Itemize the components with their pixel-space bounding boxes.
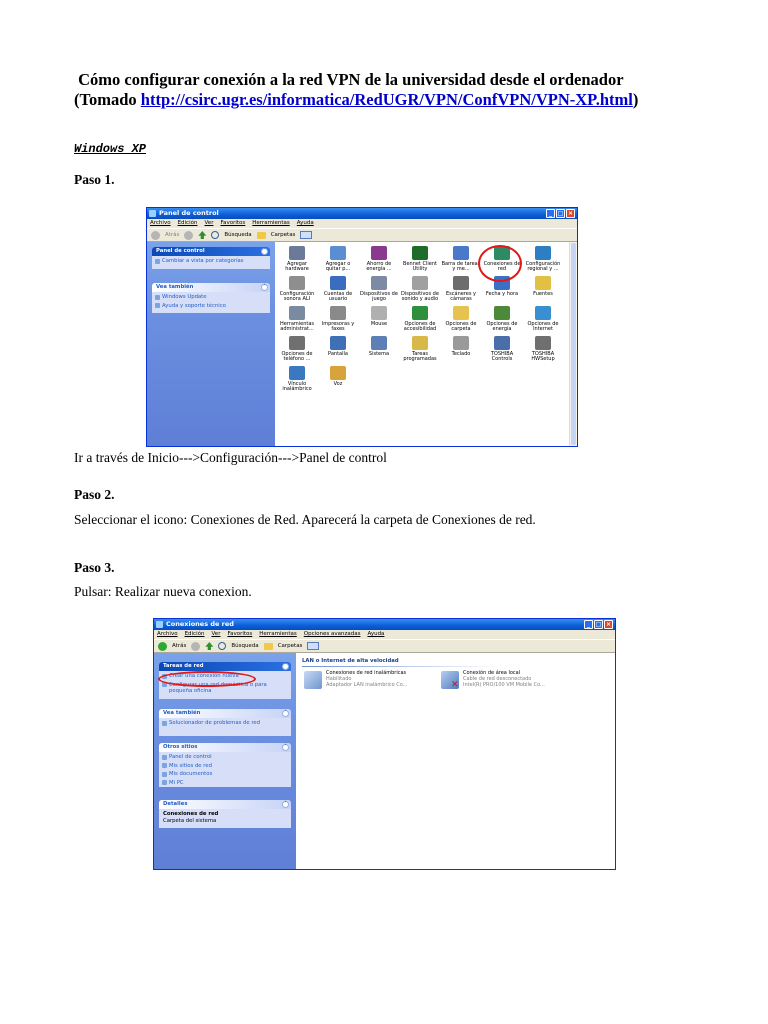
step2-text: Seleccionar el icono: Conexiones de Red. Aparecerá la carpeta de Conexiones de red. [74, 512, 536, 527]
control-panel-item[interactable] [400, 276, 440, 303]
title-source-prefix: (Tomado [74, 90, 141, 109]
control-panel-item[interactable] [318, 306, 358, 333]
control-panel-item-label: Sistema [368, 351, 390, 357]
control-panel-icon [149, 210, 156, 217]
control-panel-item-icon [289, 306, 305, 320]
toolbar [154, 639, 615, 653]
search-icon[interactable] [218, 642, 226, 650]
views-icon[interactable] [300, 231, 312, 239]
step1-label: Paso 1. [74, 172, 115, 187]
folders-icon[interactable] [264, 643, 273, 650]
title-source-suffix: ) [632, 90, 639, 109]
control-panel-item[interactable] [523, 336, 563, 363]
control-panel-item-icon [330, 306, 346, 320]
control-panel-item-label: Opciones de Internet [527, 321, 559, 333]
control-panel-item[interactable] [359, 336, 399, 357]
panel-header [159, 743, 291, 752]
task-pane [154, 653, 296, 869]
panel-header [152, 247, 270, 256]
control-panel-item-label: Dispositivos de sonido y audio [401, 291, 439, 303]
highlight-circle [478, 245, 522, 282]
step3-label: Paso 3. [74, 560, 115, 575]
menu-edicion[interactable]: Edición [184, 631, 205, 637]
collapse-icon[interactable]: ˄ [282, 744, 289, 751]
control-panel-item[interactable] [400, 336, 440, 363]
control-panel-item-label: Opciones de teléfono ... [281, 351, 313, 363]
title-line: Cómo configurar conexión a la red VPN de la universidad desde el ordenador [78, 70, 624, 89]
control-panel-label[interactable]: Panel de control [169, 754, 212, 760]
collapse-icon[interactable]: ˄ [282, 710, 289, 717]
control-panel-item-label: Configuración sonora ALI [279, 291, 315, 303]
control-panel-item-icon [453, 306, 469, 320]
my-pc-link[interactable] [159, 778, 291, 787]
control-panel-item-label: Herramientas administrat... [279, 321, 315, 333]
control-panel-item-label: Configuración regional y ... [525, 261, 561, 273]
home-network-label[interactable]: Configurar una red doméstica o para pequeña oficina [169, 681, 267, 694]
wireless-network-icon [304, 671, 322, 689]
control-panel-item[interactable] [523, 306, 563, 333]
search-label[interactable]: Búsqueda [224, 232, 252, 238]
control-panel-item-label: Mouse [370, 321, 388, 327]
control-panel-item-label: Agregar hardware [285, 261, 309, 273]
collapse-icon[interactable]: ˄ [282, 801, 289, 808]
document-title [74, 70, 714, 110]
control-panel-item[interactable] [277, 306, 317, 333]
menu-favoritos[interactable]: Favoritos [220, 220, 246, 226]
control-panel-item-icon [535, 276, 551, 290]
my-documents-link[interactable] [159, 769, 291, 778]
control-panel-item-icon [330, 336, 346, 350]
network-connections-window [153, 618, 616, 870]
panel-header [159, 709, 291, 718]
os-heading: Windows XP [74, 142, 147, 156]
control-panel-item-icon [289, 246, 305, 260]
control-panel-item[interactable] [359, 306, 399, 327]
minimize-button[interactable]: _ [584, 620, 593, 629]
my-pc-label[interactable]: Mi PC [169, 779, 184, 786]
collapse-icon[interactable]: ˄ [282, 663, 289, 670]
control-panel-item[interactable] [277, 276, 317, 303]
wireless-status: Habilitado [326, 675, 352, 682]
control-panel-item-icon [330, 366, 346, 380]
step1-text: Ir a través de Inicio--->Configuración--->Panel de control [74, 450, 387, 465]
panel-details [159, 800, 291, 828]
control-panel-item-icon [289, 366, 305, 380]
control-panel-item-label: Escáneres y cámaras [446, 291, 476, 303]
control-panel-item-icon [412, 306, 428, 320]
menu-ayuda[interactable]: Ayuda [296, 220, 314, 226]
close-button[interactable]: × [567, 210, 574, 217]
my-documents-label[interactable]: Mis documentos [169, 771, 213, 777]
control-panel-item-label: Fecha y hora [485, 291, 519, 297]
control-panel-item[interactable] [277, 366, 317, 393]
control-panel-item-label: Opciones de carpeta [445, 321, 477, 333]
control-panel-item-icon [535, 306, 551, 320]
up-folder-icon[interactable] [205, 642, 213, 650]
control-panel-item-label: Impresoras y faxes [321, 321, 355, 333]
control-panel-item[interactable] [277, 246, 317, 273]
icon-area [275, 242, 577, 446]
control-panel-item-icon [330, 246, 346, 260]
menu-herramientas[interactable]: Herramientas [259, 631, 297, 637]
menu-ver[interactable]: Ver [204, 220, 214, 226]
windows-update-label[interactable]: Windows Update [162, 294, 207, 300]
control-panel-item-icon [371, 276, 387, 290]
window-title: Panel de control [159, 209, 219, 217]
collapse-icon[interactable]: ˄ [261, 284, 268, 291]
panel-header [159, 662, 291, 671]
switch-view-label[interactable]: Cambiar a vista por categorías [162, 258, 244, 264]
back-arrow-icon[interactable] [158, 642, 167, 651]
disconnected-x-icon: ✕ [451, 680, 459, 690]
control-panel-item-label: Fuentes [533, 291, 553, 297]
control-panel-item-icon [535, 246, 551, 260]
my-computer-icon [162, 780, 167, 785]
control-panel-item[interactable] [482, 336, 522, 363]
control-panel-item[interactable] [441, 306, 481, 333]
control-panel-item-icon [289, 336, 305, 350]
control-panel-item-label: Opciones de energía [486, 321, 518, 333]
network-places-label[interactable]: Mis sitios de red [169, 762, 212, 769]
folders-label[interactable]: Carpetas [270, 232, 296, 238]
menu-herramientas[interactable]: Herramientas [252, 220, 290, 226]
scrollbar[interactable] [569, 242, 577, 446]
windows-update-link[interactable] [152, 292, 270, 301]
menu-bar [154, 630, 615, 639]
group-header: LAN o Internet de alta velocidad [302, 658, 399, 664]
panel-header-label: Otros sitios [163, 744, 198, 750]
control-panel-item-icon [371, 336, 387, 350]
scrollbar-thumb[interactable] [571, 243, 576, 445]
control-panel-item-label: TOSHIBA HWSetup [531, 351, 555, 363]
control-panel-item[interactable] [318, 246, 358, 273]
control-panel-window [146, 207, 578, 447]
wireless-device: Adaptador LAN inalámbrico Co... [326, 681, 408, 688]
control-panel-icon [162, 755, 167, 760]
panel-see-also [152, 283, 270, 313]
back-label[interactable]: Atrás [172, 643, 187, 649]
control-panel-item-icon [330, 276, 346, 290]
network-titlebar [154, 619, 615, 630]
search-icon[interactable] [211, 231, 219, 239]
menu-ver[interactable]: Ver [211, 631, 221, 637]
control-panel-item[interactable] [400, 306, 440, 333]
control-panel-item[interactable] [441, 276, 481, 303]
panel-header-label: Tareas de red [163, 663, 204, 669]
control-panel-item-label: Teclado [451, 351, 471, 357]
source-link[interactable]: http://csirc.ugr.es/informatica/RedUGR/VPN/ConfVPN/VPN-XP.html [140, 90, 633, 109]
details-sub: Carpeta del sistema [163, 817, 217, 824]
control-panel-item-label: TOSHIBA Controls [490, 351, 514, 363]
panel-header-label: Vea también [156, 284, 194, 290]
control-panel-link[interactable] [159, 752, 291, 761]
control-panel-item-label: Dispositivos de juego [360, 291, 398, 303]
category-view-icon [155, 259, 160, 264]
maximize-button[interactable]: □ [595, 621, 602, 628]
network-places-link[interactable] [159, 761, 291, 770]
lan-status: Cable de red desconectado [463, 675, 532, 682]
panel-header [152, 283, 270, 292]
control-panel-item-label: Cuentas de usuario [323, 291, 353, 303]
highlight-circle [158, 671, 256, 687]
panel-control-panel [152, 247, 270, 269]
control-panel-item-icon [453, 336, 469, 350]
troubleshooter-link[interactable] [159, 718, 291, 727]
close-button[interactable]: × [605, 621, 612, 628]
my-documents-icon [162, 772, 167, 777]
control-panel-item-label: Tareas programadas [403, 351, 437, 363]
control-panel-item[interactable] [277, 336, 317, 363]
maximize-button[interactable]: □ [557, 210, 564, 217]
lan-device: Intel(R) PRO/100 VM Mobile Co... [463, 681, 545, 688]
control-panel-item-label: Ahorro de energía ... [366, 261, 392, 273]
troubleshooter-icon [162, 721, 167, 726]
control-panel-item-label: Agregar o quitar p... [325, 261, 351, 273]
control-panel-item-label: Pantalla [328, 351, 348, 357]
control-panel-item-label: Conexiones de red [483, 261, 521, 273]
forward-arrow-icon[interactable] [184, 231, 193, 240]
control-panel-item-icon [453, 276, 469, 290]
panel-header [159, 800, 291, 809]
back-arrow-icon[interactable] [151, 231, 160, 240]
menu-favoritos[interactable]: Favoritos [227, 631, 253, 637]
control-panel-item-label: Voz [333, 381, 343, 387]
control-panel-item[interactable] [482, 306, 522, 333]
toolbar [147, 228, 577, 242]
control-panel-item-label: Vínculo inalámbrico [282, 381, 312, 393]
lan-name: Conexión de área local [463, 670, 521, 676]
control-panel-item-icon [412, 336, 428, 350]
panel-see-also [159, 709, 291, 736]
control-panel-item-label: Barra de tareas y me... [441, 261, 481, 273]
group-divider [302, 666, 502, 667]
control-panel-item[interactable] [400, 246, 440, 273]
control-panel-titlebar [147, 208, 577, 219]
minimize-button[interactable]: _ [546, 209, 555, 218]
panel-header-label: Vea también [163, 710, 201, 716]
step2-label: Paso 2. [74, 487, 115, 502]
menu-archivo[interactable]: Archivo [150, 220, 171, 226]
collapse-icon[interactable]: ˄ [261, 248, 268, 255]
switch-view-link[interactable] [152, 256, 270, 265]
control-panel-item-icon [371, 306, 387, 320]
folders-icon[interactable] [257, 232, 266, 239]
windows-update-icon [155, 295, 160, 300]
control-panel-item-label: Opciones de accesibilidad [403, 321, 437, 333]
menu-edicion[interactable]: Edición [177, 220, 198, 226]
connections-area [296, 653, 615, 869]
step3-text: Pulsar: Realizar nueva conexion. [74, 584, 252, 599]
control-panel-item-icon [412, 276, 428, 290]
control-panel-item-icon [412, 246, 428, 260]
window-title: Conexiones de red [166, 620, 234, 628]
menu-opciones-avanzadas[interactable]: Opciones avanzadas [303, 631, 361, 637]
control-panel-item[interactable] [359, 246, 399, 273]
control-panel-item-icon [371, 246, 387, 260]
task-pane [147, 242, 275, 446]
help-support-link[interactable] [152, 301, 270, 310]
troubleshooter-label[interactable]: Solucionador de problemas de red [169, 720, 261, 726]
control-panel-item-icon [453, 246, 469, 260]
control-panel-item[interactable] [441, 336, 481, 357]
network-places-icon [162, 763, 167, 768]
control-panel-item-icon [535, 336, 551, 350]
control-panel-item[interactable] [359, 276, 399, 303]
create-connection-label[interactable]: Crear una conexión nueva [169, 673, 239, 679]
panel-header-label: Panel de control [156, 248, 205, 254]
up-folder-icon[interactable] [198, 231, 206, 239]
panel-other-places [159, 743, 291, 787]
wireless-name: Conexiones de red inalámbricas [326, 670, 407, 676]
back-label[interactable]: Atrás [165, 232, 180, 238]
forward-arrow-icon[interactable] [191, 642, 200, 651]
menu-bar [147, 219, 577, 228]
details-name: Conexiones de red [163, 811, 219, 817]
control-panel-item[interactable] [441, 246, 481, 273]
control-panel-item[interactable] [523, 246, 563, 273]
help-icon [155, 303, 160, 308]
control-panel-item-icon [289, 276, 305, 290]
control-panel-item[interactable] [318, 276, 358, 303]
control-panel-item[interactable] [318, 336, 358, 357]
control-panel-item-icon [494, 306, 510, 320]
control-panel-item[interactable] [318, 366, 358, 387]
help-support-label[interactable]: Ayuda y soporte técnico [162, 302, 226, 309]
panel-header-label: Detalles [163, 801, 188, 807]
folders-label[interactable]: Carpetas [277, 643, 303, 649]
control-panel-item[interactable] [523, 276, 563, 297]
control-panel-item-icon [494, 336, 510, 350]
search-label[interactable]: Búsqueda [231, 643, 259, 649]
menu-archivo[interactable]: Archivo [157, 631, 178, 637]
network-folder-icon [156, 621, 163, 628]
control-panel-item-label: Bennet Client Utility [403, 261, 437, 273]
menu-ayuda[interactable]: Ayuda [367, 631, 385, 637]
views-icon[interactable] [307, 642, 319, 650]
